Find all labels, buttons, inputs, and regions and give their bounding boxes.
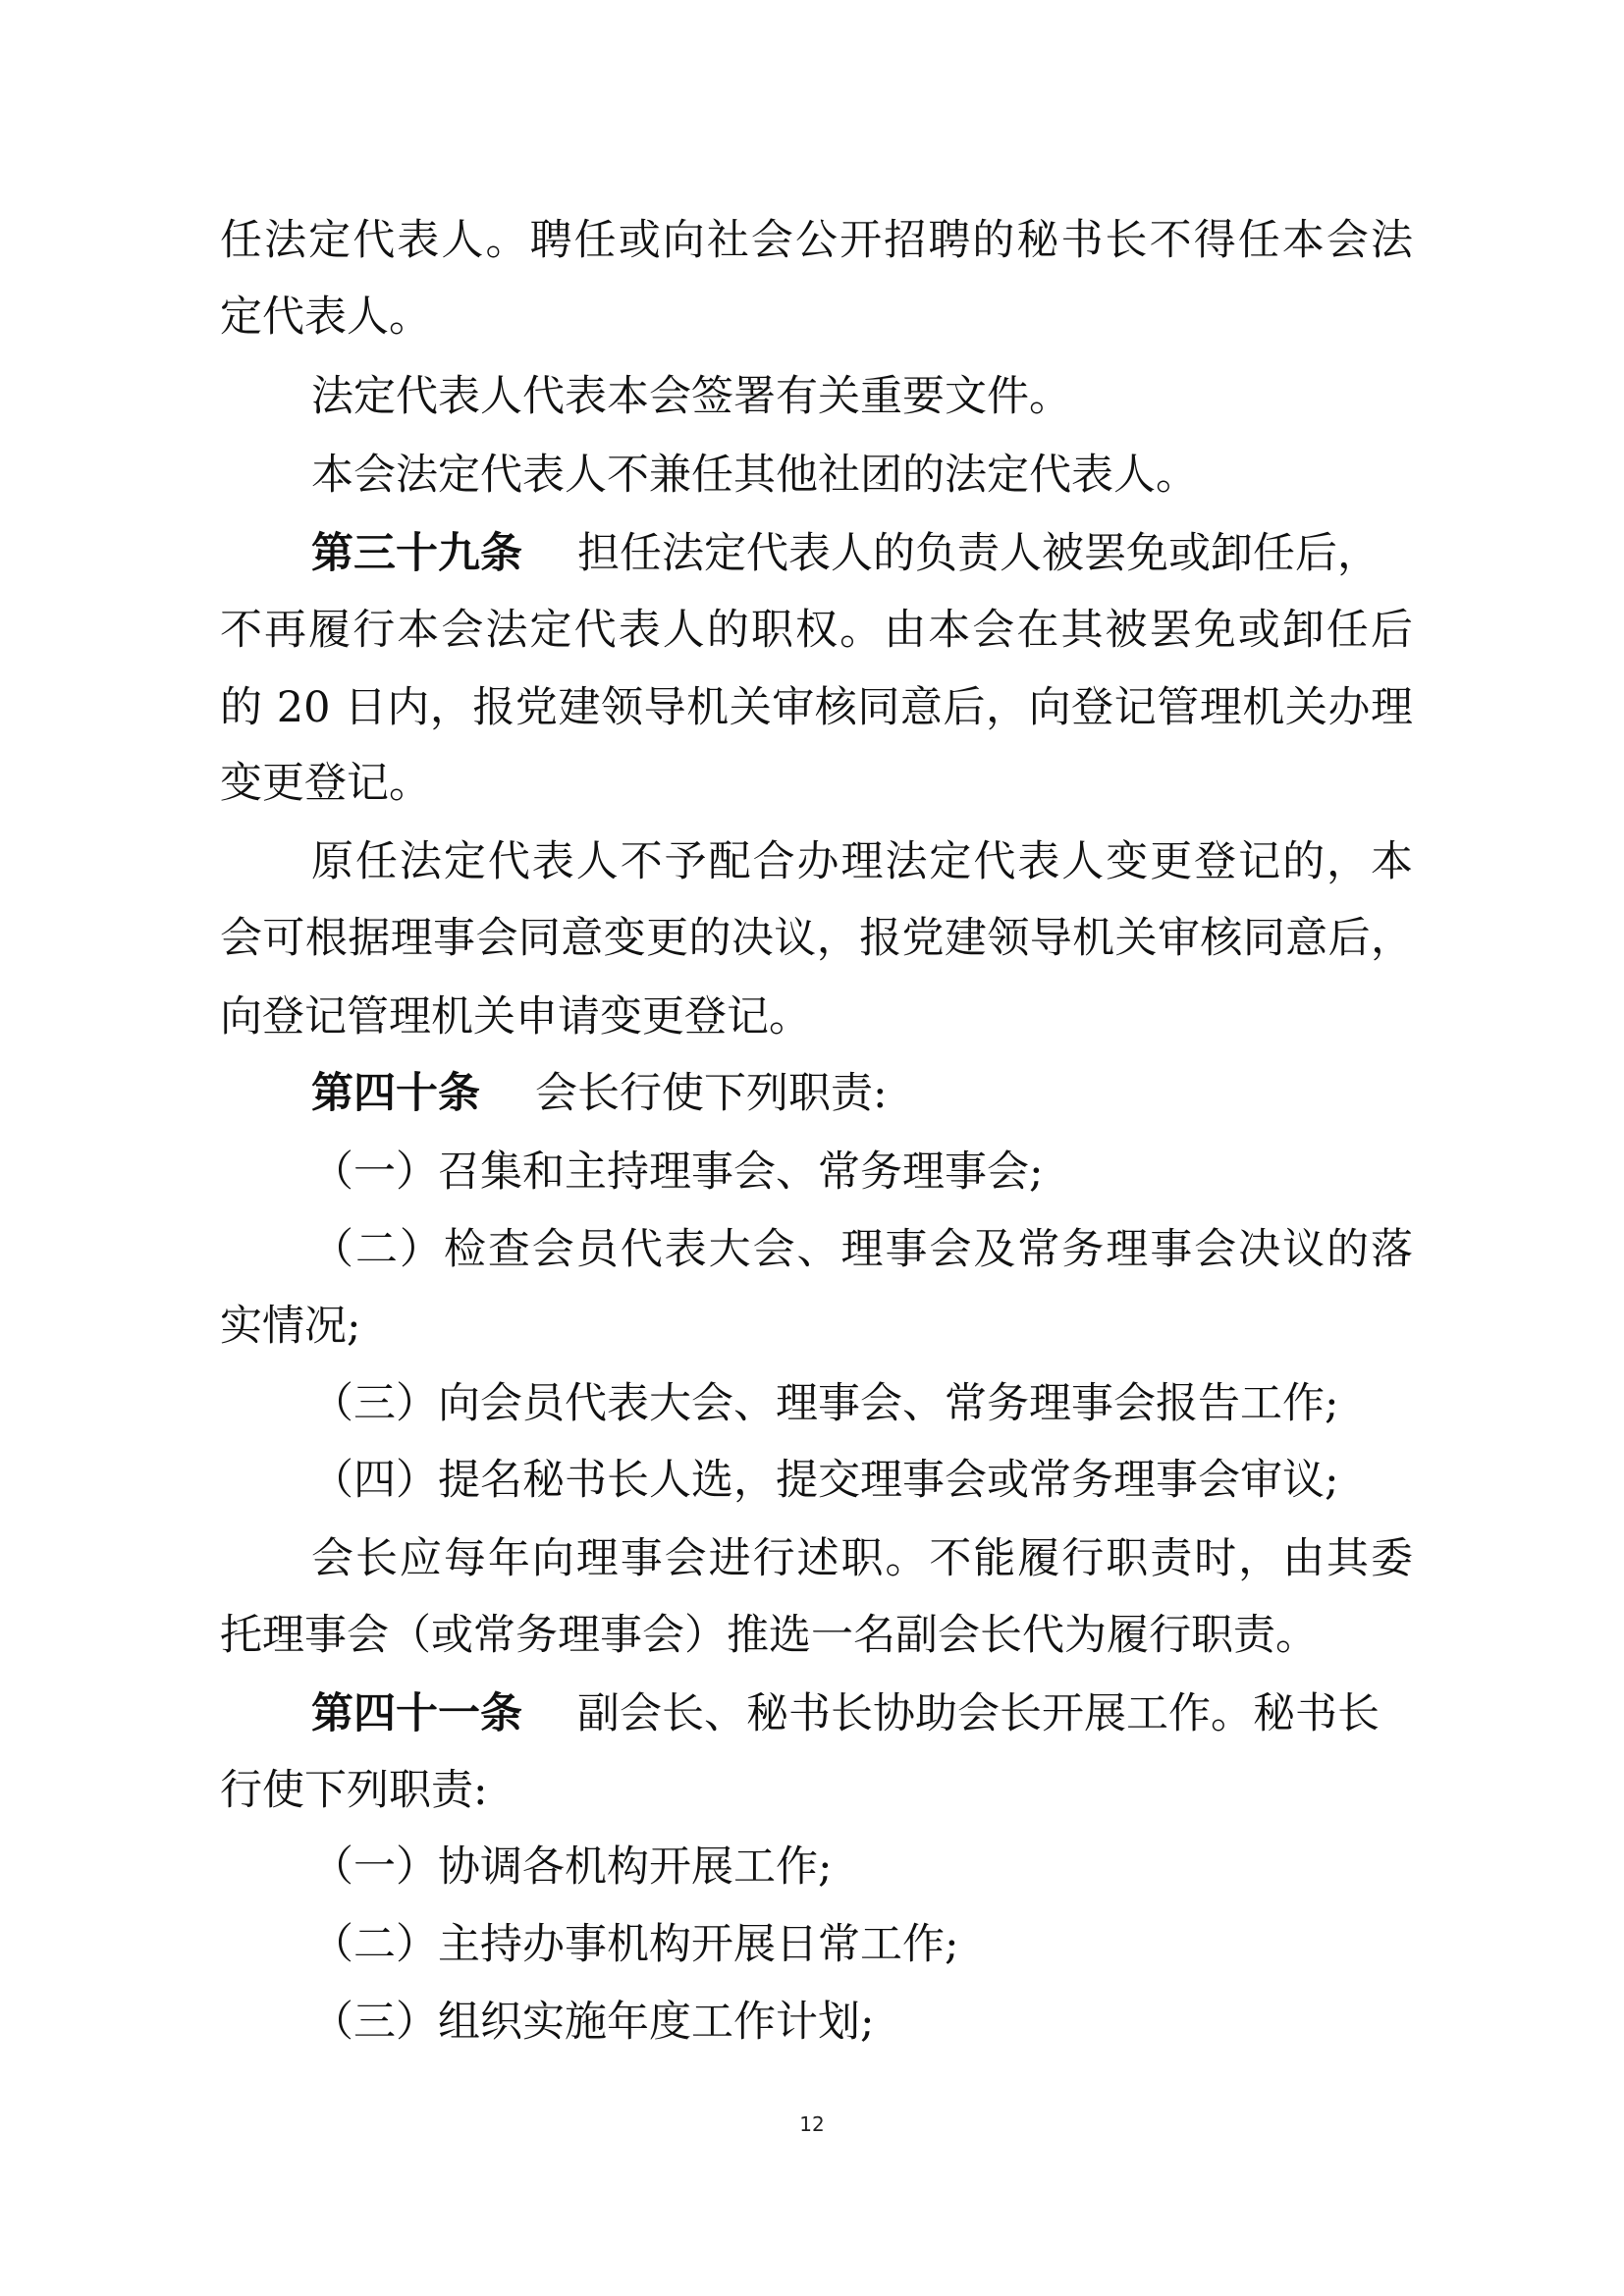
paragraph-line: 托理事会（或常务理事会）推选一名副会长代为履行职责。 [220, 1611, 1318, 1660]
paragraph-line: 会长应每年向理事会进行述职。不能履行职责时，由其委 [311, 1534, 1413, 1583]
paragraph-line: 行使下列职责: [220, 1766, 488, 1815]
paragraph-line: 的 20 日内，报党建领导机关审核同意后，向登记管理机关办理 [220, 683, 1413, 732]
paragraph-text: 会长行使下列职责: [535, 1069, 888, 1118]
paragraph-line: 不再履行本会法定代表人的职权。由本会在其被罢免或卸任后 [220, 606, 1413, 655]
paragraph-line: 变更登记。 [220, 759, 431, 808]
list-item: （一）召集和主持理事会、常务理事会; [311, 1148, 1044, 1197]
paragraph-line: 会可根据理事会同意变更的决议，报党建领导机关审核同意后， [220, 914, 1413, 963]
article-heading: 第四十一条 [311, 1689, 522, 1738]
list-item: （三）向会员代表大会、理事会、常务理事会报告工作; [311, 1379, 1339, 1428]
list-item: （四）提名秘书长人选，提交理事会或常务理事会审议; [311, 1456, 1339, 1505]
list-item: （二）检查会员代表大会、理事会及常务理事会决议的落 [311, 1225, 1413, 1274]
paragraph-line: 法定代表人代表本会签署有关重要文件。 [311, 372, 1071, 421]
paragraph-line: 本会法定代表人不兼任其他社团的法定代表人。 [311, 451, 1198, 500]
article-40-line [311, 1069, 888, 1118]
paragraph-line: 任法定代表人。聘任或向社会公开招聘的秘书长不得任本会法 [220, 216, 1413, 265]
article-heading: 第三十九条 [311, 529, 522, 578]
paragraph-line: 定代表人。 [220, 293, 431, 342]
paragraph-line: 向登记管理机关申请变更登记。 [220, 992, 811, 1041]
paragraph-line: 实情况; [220, 1302, 361, 1351]
paragraph-line: 原任法定代表人不予配合办理法定代表人变更登记的，本 [311, 837, 1413, 886]
article-heading: 第四十条 [311, 1069, 480, 1118]
paragraph-text: 副会长、秘书长协助会长开展工作。秘书长 [577, 1689, 1380, 1738]
article-41-line [311, 1689, 1380, 1738]
list-item: （三）组织实施年度工作计划; [311, 1998, 875, 2047]
article-39-line [311, 529, 1380, 578]
list-item: （二）主持办事机构开展日常工作; [311, 1920, 959, 1969]
page-number: 12 [799, 2112, 825, 2136]
paragraph-text: 担任法定代表人的负责人被罢免或卸任后， [577, 529, 1380, 578]
list-item: （一）协调各机构开展工作; [311, 1842, 833, 1892]
